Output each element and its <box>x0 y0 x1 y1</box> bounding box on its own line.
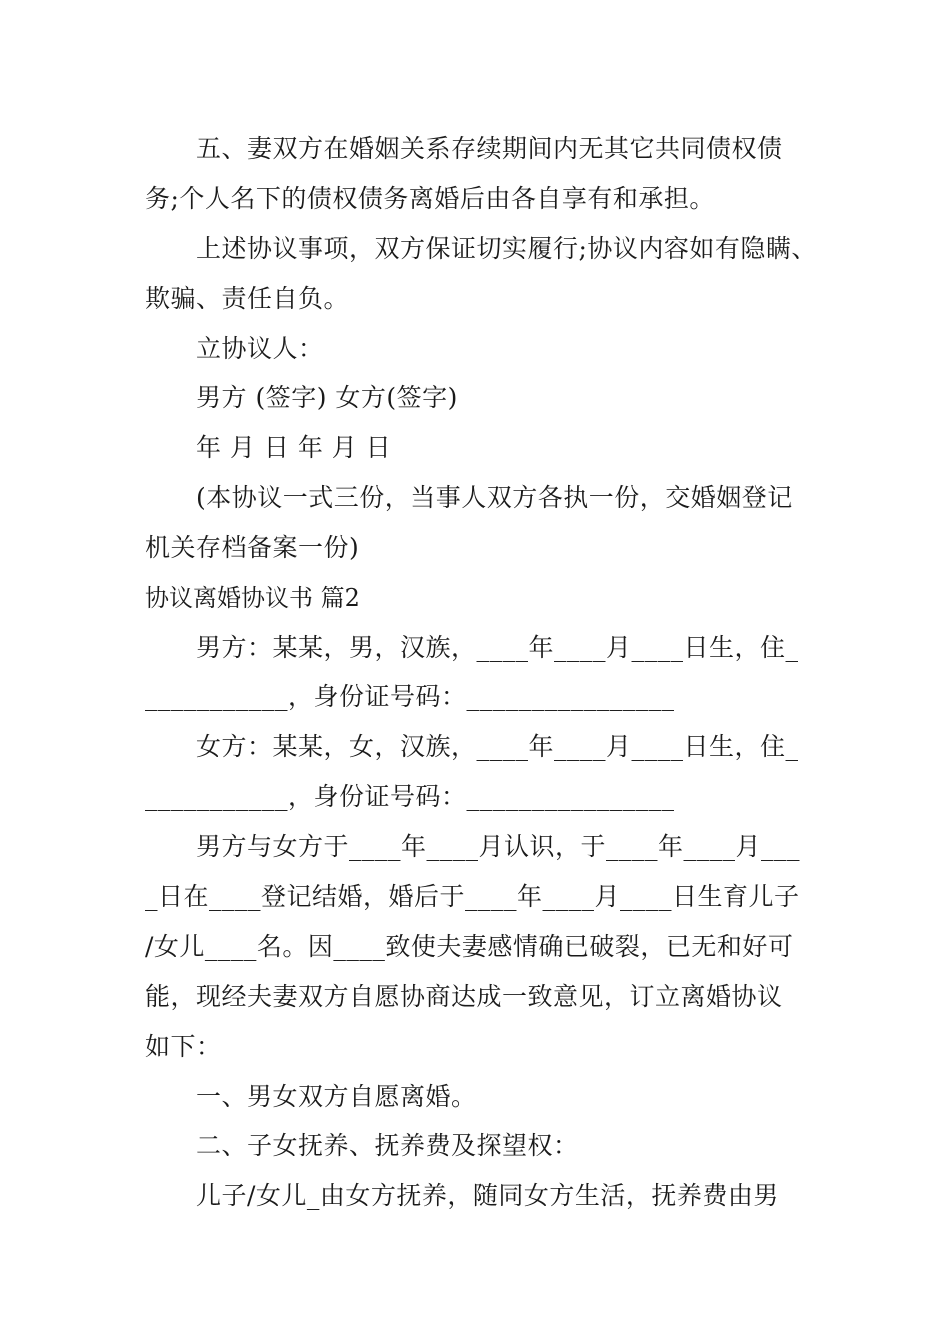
text-line: 务;个人名下的债权债务离婚后由各自享有和承担。 <box>145 184 715 213</box>
text-line: 机关存档备案一份) <box>145 533 360 562</box>
text-line: 年 月 日 年 月 日 <box>196 433 392 462</box>
section-heading: 协议离婚协议书 篇2 <box>145 584 360 612</box>
text-line: 男方：某某，男，汉族，____年____月____日生，住_ <box>196 633 799 662</box>
text-line: 立协议人： <box>196 334 324 363</box>
text-line: 一、男女双方自愿离婚。 <box>196 1082 477 1111</box>
text-line: /女儿____名。因____致使夫妻感情确已破裂，已无和好可 <box>145 932 794 961</box>
text-line: 男方 (签字) 女方(签字) <box>196 383 458 412</box>
text-line: 女方：某某，女，汉族，____年____月____日生，住_ <box>196 732 799 761</box>
text-line: 欺骗、责任自负。 <box>145 284 350 313</box>
text-line: (本协议一式三份，当事人双方各执一份，交婚姻登记 <box>196 483 793 512</box>
text-line: 上述协议事项，双方保证切实履行;协议内容如有隐瞒、 <box>196 234 817 263</box>
text-line: _日在____登记结婚，婚后于____年____月____日生育儿子 <box>145 882 800 911</box>
text-line: 二、子女抚养、抚养费及探望权： <box>196 1131 579 1160</box>
text-line: 如下： <box>145 1032 222 1061</box>
text-line: 能，现经夫妻双方自愿协商达成一致意见，订立离婚协议 <box>145 982 783 1011</box>
text-line: 五、妻双方在婚姻关系存续期间内无其它共同债权债 <box>196 134 783 163</box>
text-line: ___________，身份证号码：________________ <box>145 782 675 811</box>
text-line: 儿子/女儿_由女方抚养，随同女方生活，抚养费由男 <box>196 1181 779 1210</box>
text-line: 男方与女方于____年____月认识，于____年____月___ <box>196 832 801 861</box>
text-line: ___________，身份证号码：________________ <box>145 682 675 711</box>
